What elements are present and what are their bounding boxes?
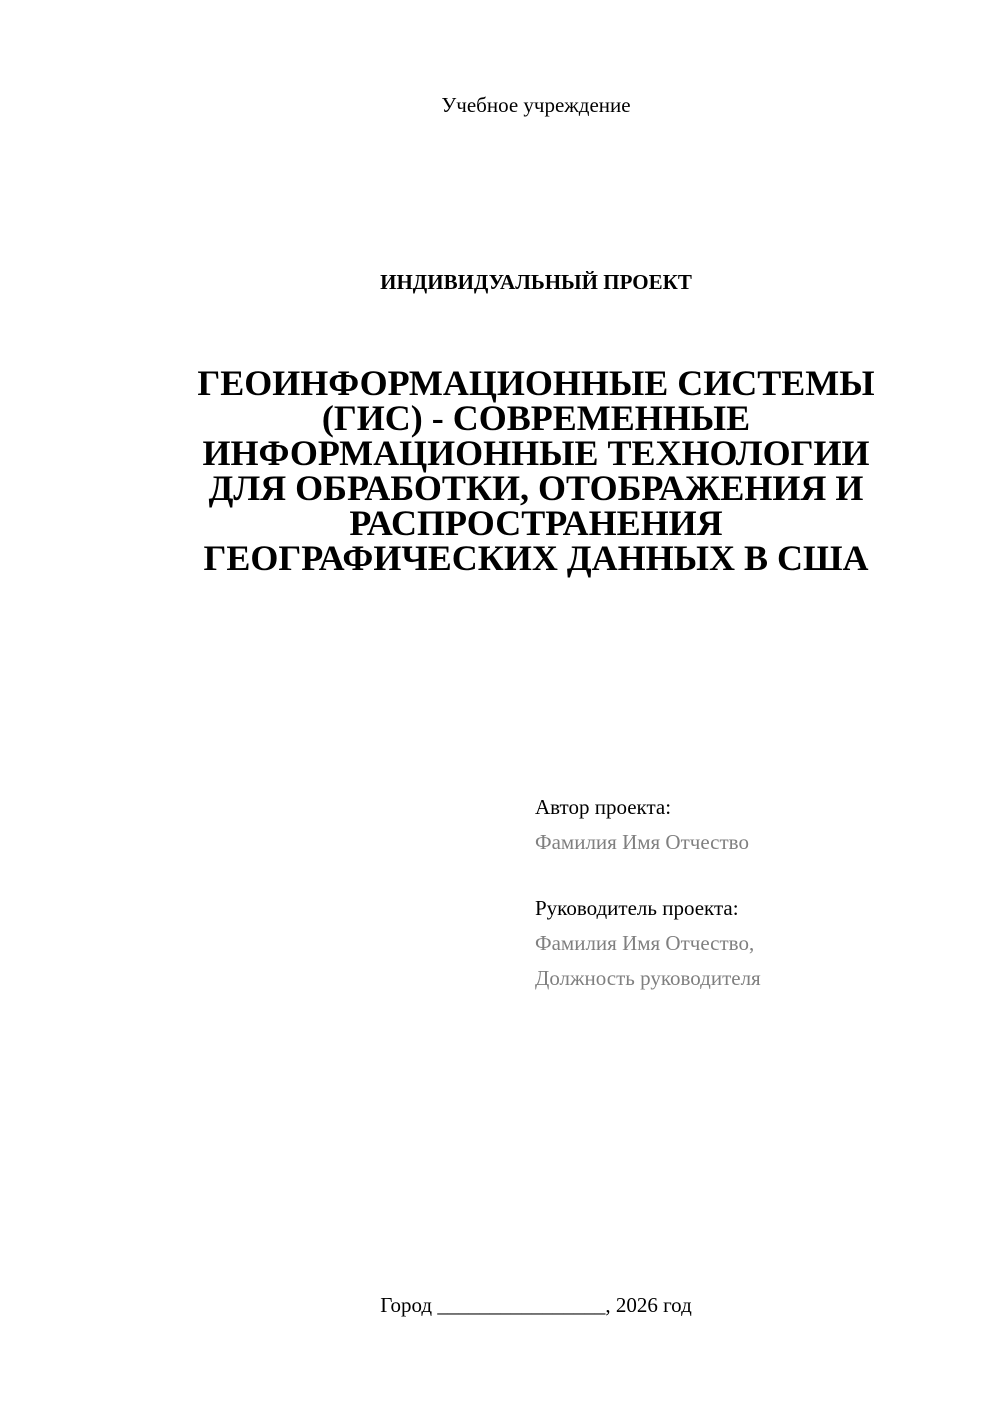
institution-name: Учебное учреждение (441, 93, 631, 117)
author-label: Автор проекта: (535, 795, 672, 819)
title-line: ИНФОРМАЦИОННЫЕ ТЕХНОЛОГИИ (202, 433, 870, 473)
author-name: Фамилия Имя Отчество (535, 830, 749, 854)
project-credits (535, 790, 761, 996)
supervisor-label: Руководитель проекта: (535, 896, 739, 920)
credits-spacer (535, 860, 761, 891)
title-line: РАСПРОСТРАНЕНИЯ (349, 503, 723, 543)
title-line: ГЕОГРАФИЧЕСКИХ ДАННЫХ В США (203, 538, 869, 578)
supervisor-position: Должность руководителя (535, 966, 761, 990)
title-line: (ГИС) - СОВРЕМЕННЫЕ (321, 398, 751, 438)
document-type: ИНДИВИДУАЛЬНЫЙ ПРОЕКТ (380, 270, 692, 294)
supervisor-name: Фамилия Имя Отчество, (535, 931, 755, 955)
title-line: ДЛЯ ОБРАБОТКИ, ОТОБРАЖЕНИЯ И (208, 468, 864, 508)
title-line: ГЕОИНФОРМАЦИОННЫЕ СИСТЕМЫ (197, 363, 875, 403)
project-title (150, 363, 922, 578)
city-year-line: Город ________________, 2026 год (380, 1293, 692, 1317)
